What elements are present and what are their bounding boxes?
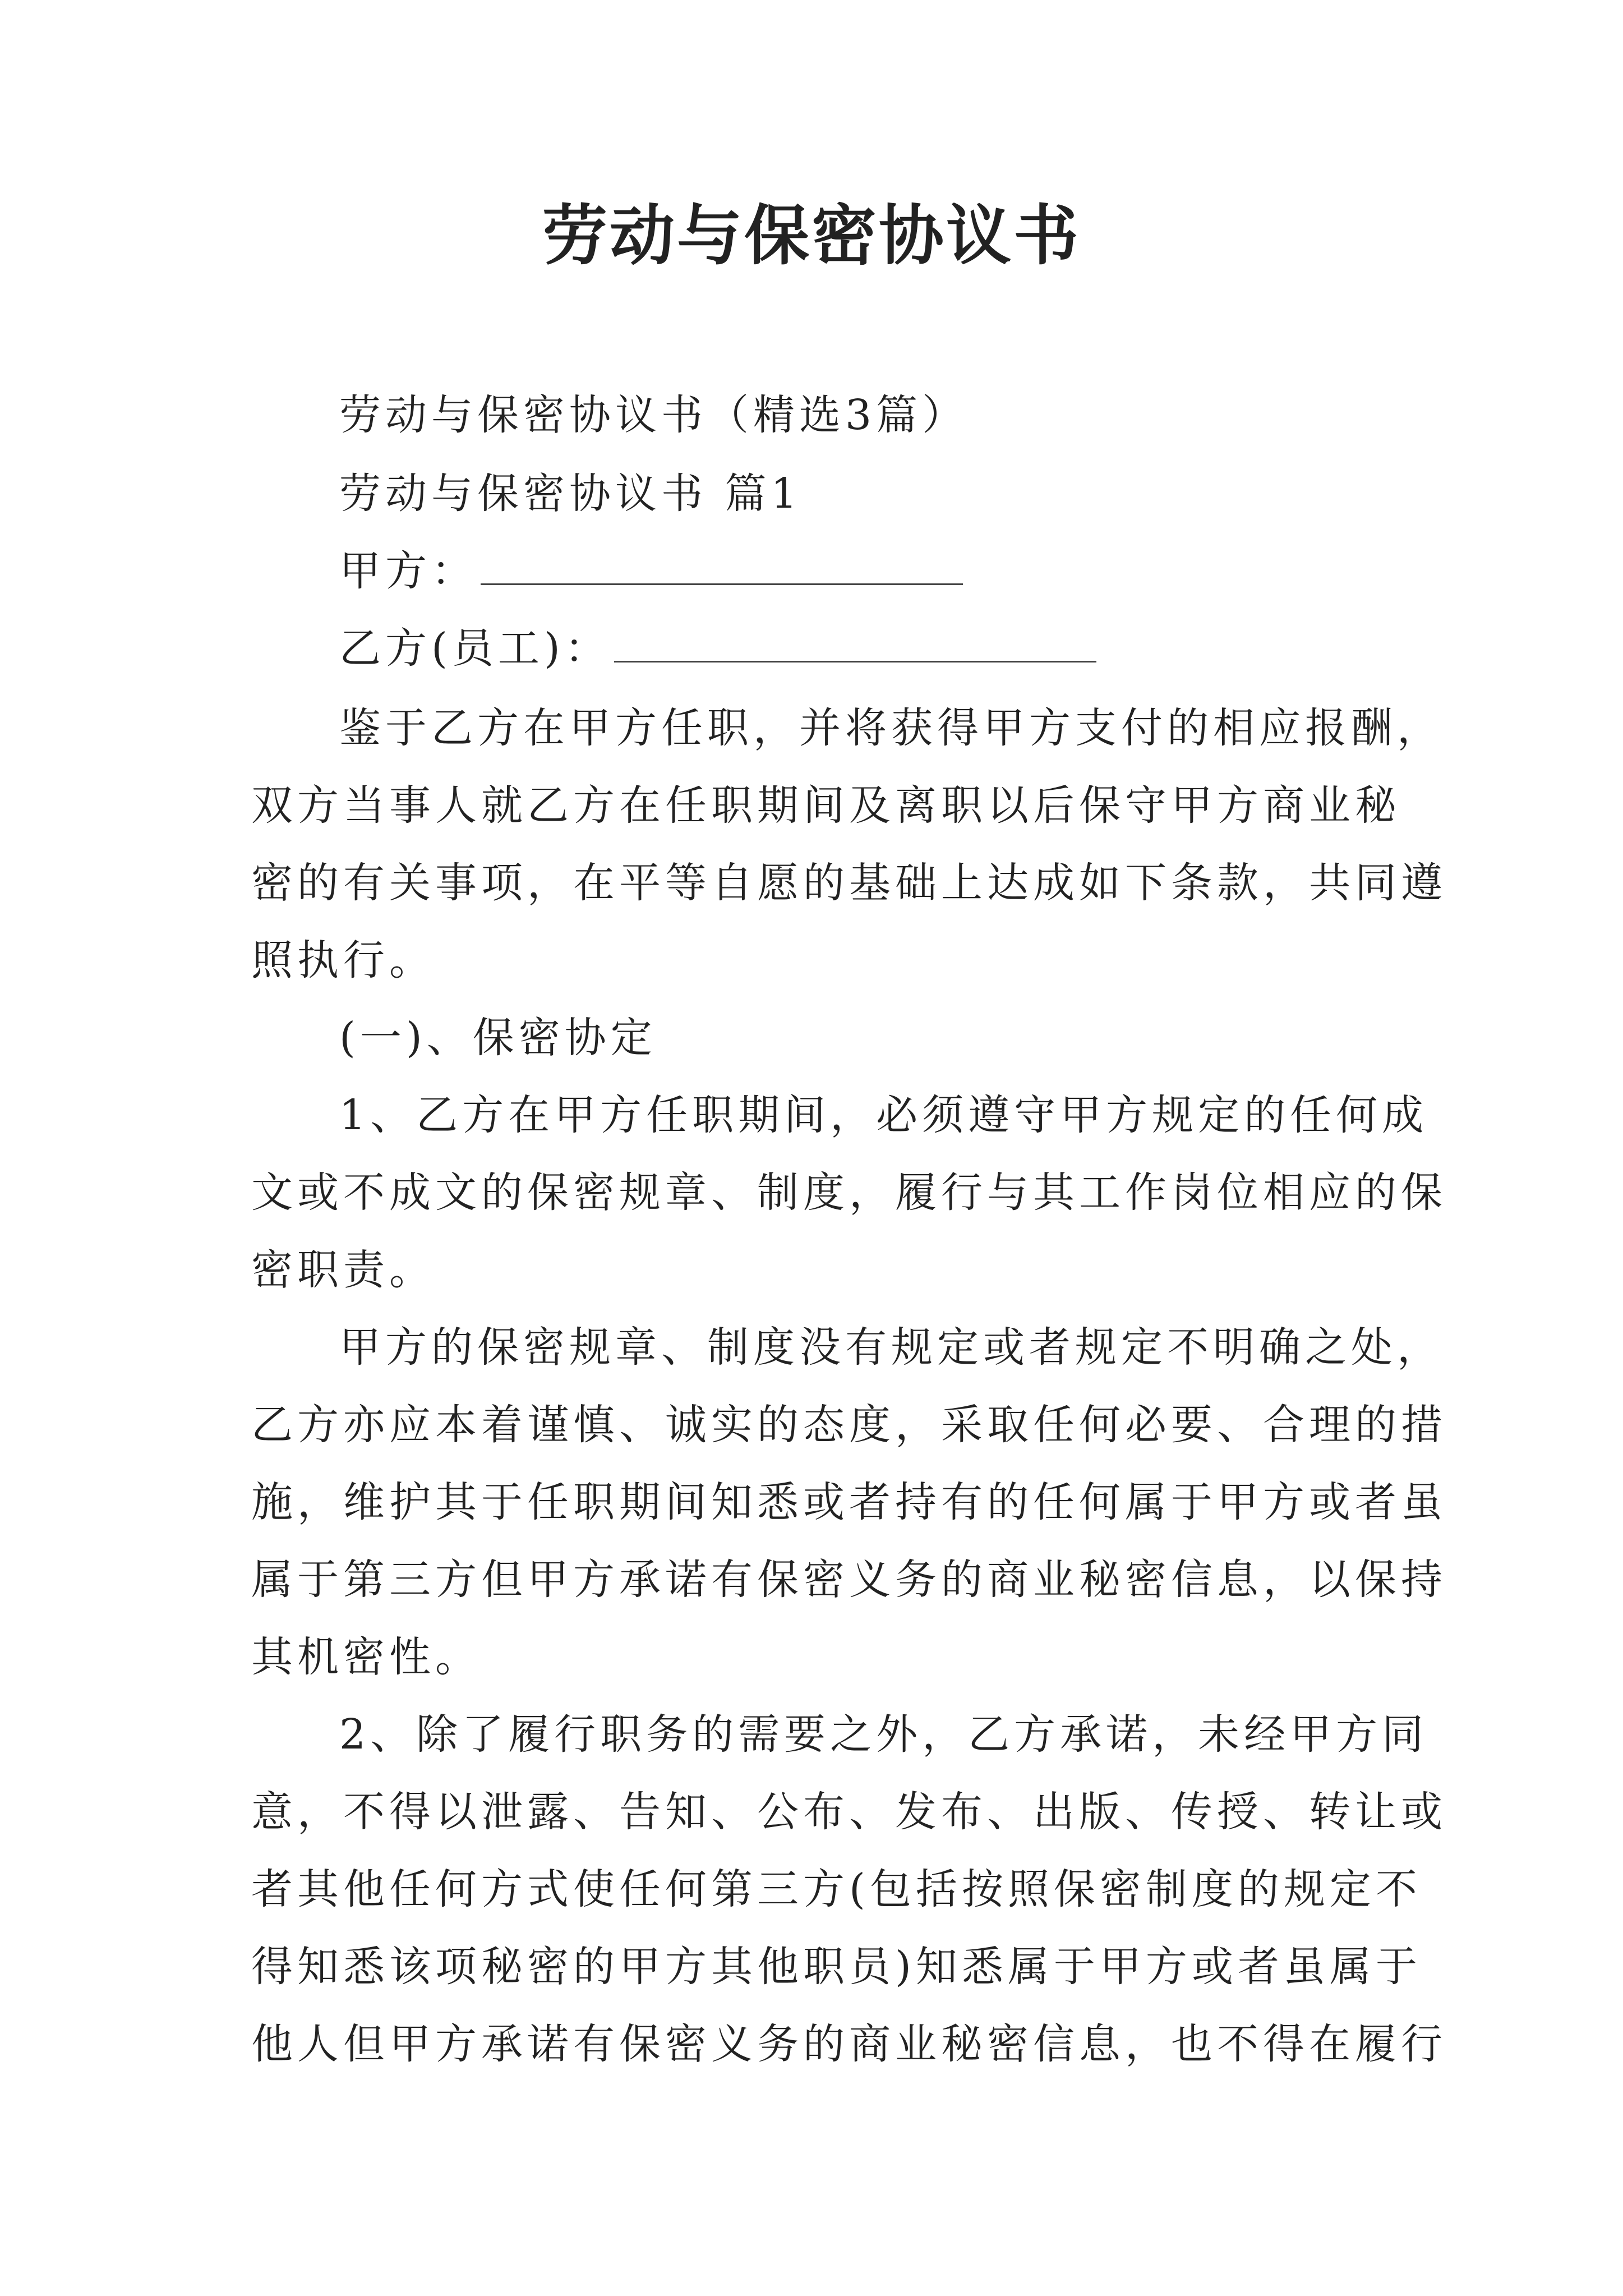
paragraph-line: 鉴于乙方在甲方任职，并将获得甲方支付的相应报酬， bbox=[339, 704, 1443, 752]
paragraph-line: 双方当事人就乙方在任职期间及离职以后保守甲方商业秘 bbox=[251, 781, 1401, 830]
party-b-row bbox=[339, 620, 1096, 677]
clause-heading: (一)、保密协定 bbox=[339, 1014, 657, 1062]
party-a-label: 甲方： bbox=[339, 547, 477, 595]
paragraph-line: 其机密性。 bbox=[251, 1633, 481, 1681]
section-heading: 劳动与保密协议书 篇1 bbox=[339, 470, 802, 518]
document-title: 劳动与保密协议书 bbox=[542, 197, 1081, 274]
paragraph-line: 施，维护其于任职期间知悉或者持有的任何属于甲方或者虽 bbox=[251, 1478, 1447, 1526]
paragraph-line: 密职责。 bbox=[251, 1246, 435, 1294]
paragraph-line: 文或不成文的保密规章、制度，履行与其工作岗位相应的保 bbox=[251, 1168, 1447, 1217]
party-b-label: 乙方(员工)： bbox=[339, 624, 611, 673]
paragraph-line: 密的有关事项，在平等自愿的基础上达成如下条款，共同遵 bbox=[251, 859, 1447, 907]
paragraph-line: 照执行。 bbox=[251, 936, 435, 984]
paragraph-line: 得知悉该项秘密的甲方其他职员)知悉属于甲方或者虽属于 bbox=[251, 1943, 1422, 1991]
paragraph-line: 1、乙方在甲方任职期间，必须遵守甲方规定的任何成 bbox=[339, 1091, 1428, 1139]
paragraph-line: 乙方亦应本着谨慎、诚实的态度，采取任何必要、合理的措 bbox=[251, 1401, 1447, 1449]
paragraph-line: 2、除了履行职务的需要之外，乙方承诺，未经甲方同 bbox=[339, 1710, 1428, 1759]
party-a-blank bbox=[481, 550, 963, 585]
party-a-row bbox=[339, 543, 963, 599]
paragraph-line: 意，不得以泄露、告知、公布、发布、出版、传授、转让或 bbox=[251, 1788, 1447, 1836]
paragraph-line: 他人但甲方承诺有保密义务的商业秘密信息，也不得在履行 bbox=[251, 2020, 1447, 2068]
paragraph-line: 者其他任何方式使任何第三方(包括按照保密制度的规定不 bbox=[251, 1865, 1422, 1913]
party-b-blank bbox=[614, 627, 1096, 662]
paragraph-line: 属于第三方但甲方承诺有保密义务的商业秘密信息，以保持 bbox=[251, 1556, 1447, 1604]
paragraph-line: 甲方的保密规章、制度没有规定或者规定不明确之处， bbox=[339, 1323, 1443, 1372]
document-subtitle: 劳动与保密协议书（精选3篇） bbox=[339, 391, 969, 439]
